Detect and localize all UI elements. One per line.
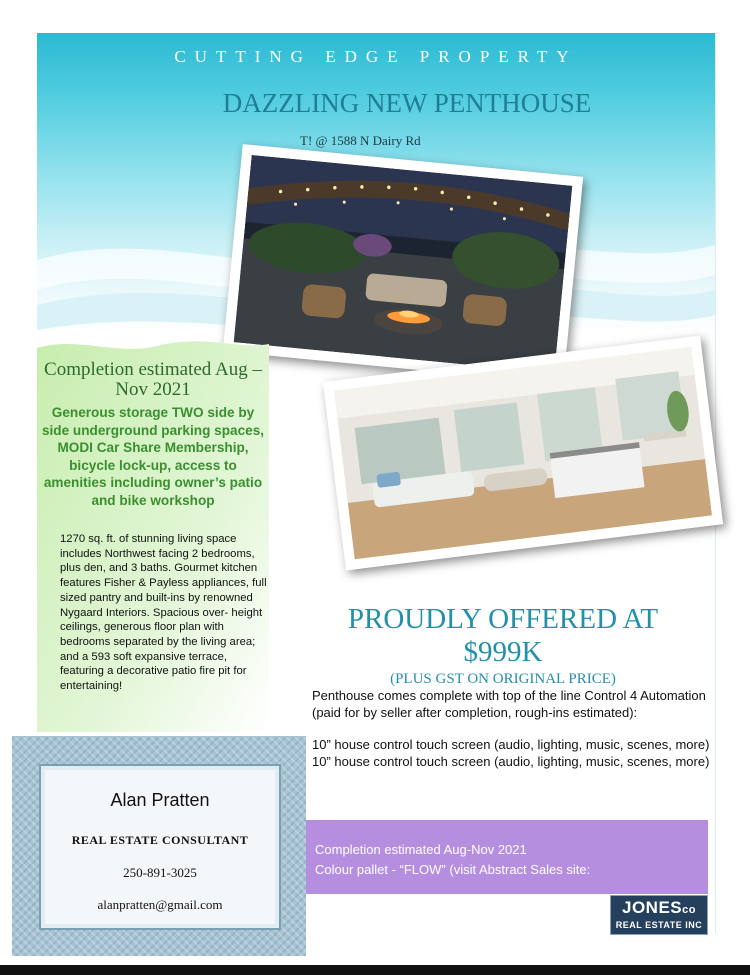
info-line-completion: Completion estimated Aug-Nov 2021 [315,842,527,857]
property-address: T! @ 1588 N Dairy Rd [300,133,421,148]
jones-co-logo [610,895,708,935]
paragraph-spacer [312,721,727,737]
logo-suffix: co [682,904,696,916]
info-box-text [315,840,705,880]
completion-estimate-heading: Completion estimated Aug – Nov 2021 [44,359,262,400]
offer-headline: PROUDLY OFFERED AT [347,603,659,635]
logo-subtitle: REAL ESTATE INC [615,920,703,930]
price-note: (PLUS GST ON ORIGINAL PRICE) [390,671,616,687]
property-description: 1270 sq. ft. of stunning living space includes Northwest facing 2 bedrooms, plus den, and 3 baths. Gourmet kitchen features Fisher & Payless appliances, full sized pantry and built-ins by renowned Nygaard Interiors. Spacious over- height ceilings, generous floor plan with bedrooms separated by the living area; and a 593 soft expansive terrace, featuring a decorative patio fire pit for entertaining! [60,533,267,693]
offer-heading [305,603,701,669]
agent-name: Alan Pratten [110,790,210,810]
offer-price: $999K [463,636,543,668]
agent-email: alanpratten@gmail.com [97,897,223,912]
info-line-colour: Colour pallet - “FLOW” (visit Abstract Sales site: [315,862,591,877]
terrace-photo [223,144,583,384]
logo-main [611,899,707,919]
automation-text: Penthouse comes complete with top of the line Control 4 Automation (paid for by seller after completion, rough-ins estimated): [312,688,706,720]
automation-details [312,688,727,770]
contact-card-inner [39,764,281,930]
bottom-border [0,965,750,975]
contact-card [12,736,306,956]
living-room-photo [323,336,723,571]
brand-line: CUTTING EDGE PROPERTY [174,47,578,66]
feature-highlights: Generous storage TWO side by side underground parking spaces, MODI Car Share Membership, bicycle lock-up, access to amenities including owner’s patio and bike workshop [41,405,265,508]
features-text: 10” house control touch screen (audio, lighting, music, scenes, more) 10” house control touch screen (audio, lighting, music, scenes, more) [312,737,710,769]
logo-main-text: JONES [622,898,683,917]
agent-role: REAL ESTATE CONSULTANT [71,833,249,847]
page-title: DAZZLING NEW PENTHOUSE [222,88,592,118]
agent-phone: 250-891-3025 [123,865,197,880]
